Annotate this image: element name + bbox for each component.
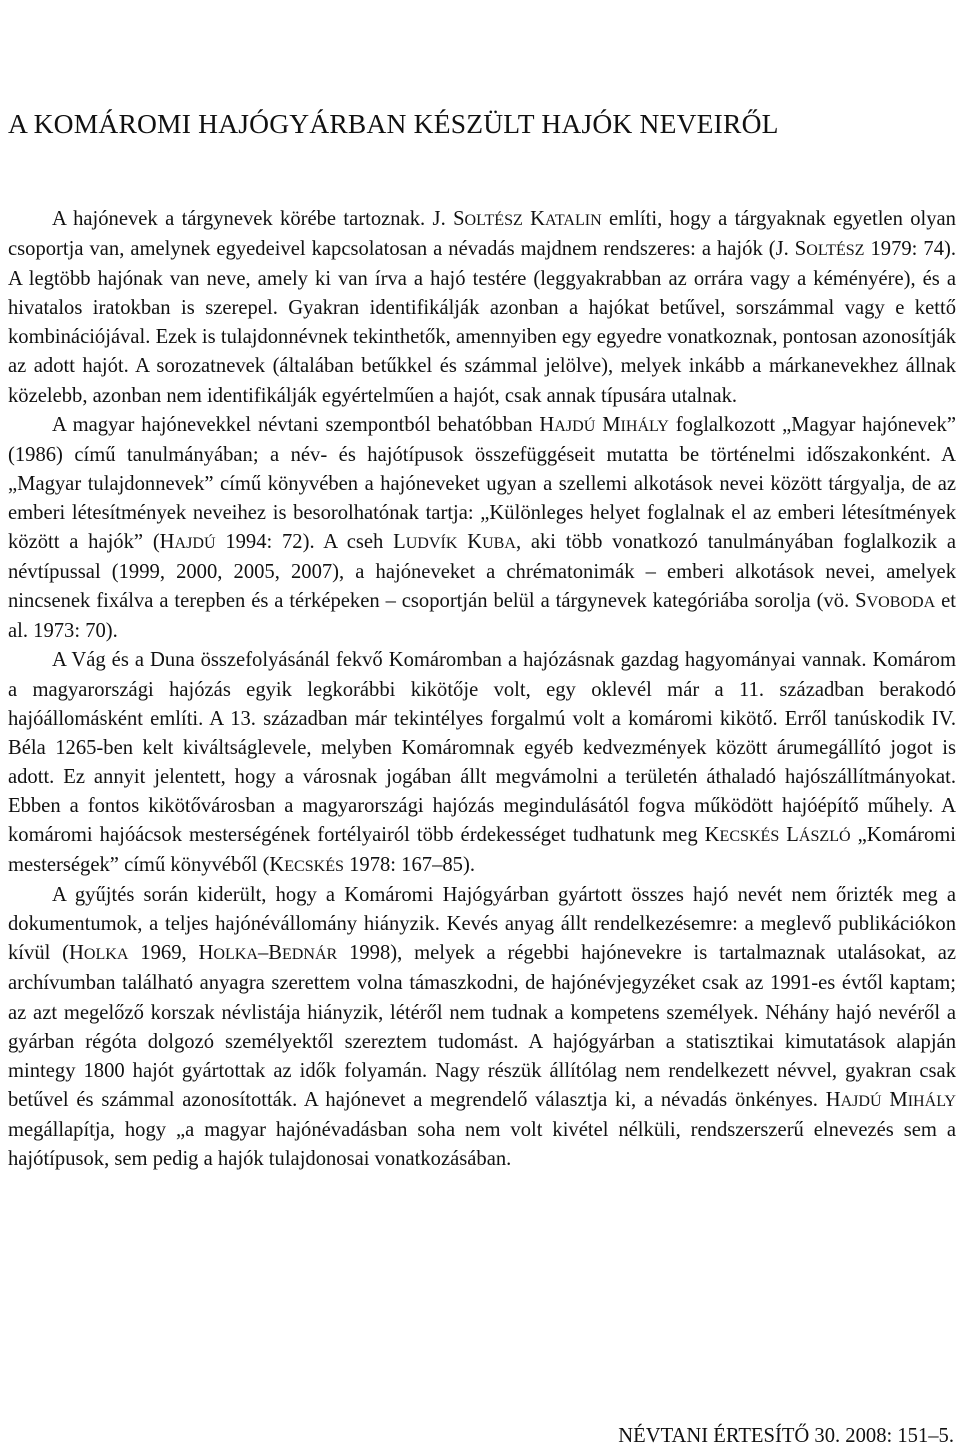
author-name	[705, 824, 780, 846]
author-smallcaps: IHÁLY	[907, 1092, 957, 1110]
author-initial: H	[69, 942, 84, 965]
author-smallcaps: OLTÉSZ	[464, 212, 523, 229]
author-initial: K	[530, 208, 546, 230]
paragraph-4	[8, 881, 956, 1174]
paragraph-3	[8, 646, 956, 881]
journal-citation: NÉVTANI ÉRTESÍTŐ 30. 2008: 151–5.	[618, 1425, 954, 1447]
paragraph-2	[8, 411, 956, 647]
author-smallcaps: EDNÁR	[281, 946, 338, 964]
text-run: 1969,	[128, 942, 199, 965]
author-name	[393, 531, 457, 553]
author-smallcaps: AJDÚ	[554, 417, 596, 435]
author-smallcaps: ECSKÉS	[719, 827, 780, 845]
author-initial: S	[794, 238, 807, 261]
author-smallcaps: AJDÚ	[840, 1092, 882, 1110]
author-name	[826, 1089, 882, 1111]
author-smallcaps: IHÁLY	[620, 417, 669, 435]
author-name	[467, 531, 516, 553]
author-smallcaps: ÁSZLÓ	[798, 827, 851, 845]
author-initial: M	[602, 413, 621, 436]
author-initial: K	[269, 854, 285, 877]
text-run: –	[257, 942, 269, 965]
author-initial: H	[539, 413, 555, 436]
text-run: említi, hogy a tárgyaknak egyetlen olyan csoportja van, amelynek egyedeivel kapcsolatosan a névadás majdnem rendszeres: a hajók (J.	[8, 208, 956, 261]
text-run: 1979: 74). A legtöbb hajónak van neve, amely ki van írva a hajó testére (leggyakrabban az orrára vagy a kéményére), és a hivatalos iratokban is szerepel. Gyakran identifikálják azonban a hajókat betűvel, sorszámmal vagy e kettő kombinációjával. Ezek is tulajdonnévnek tekinthetők, amennyiben egy egyedre vonatkoznak, pontosan azonosítják az adott hajót. A sorozatnevek (általában betűkkel és számmal jelölve), melyek inkább a márkanevekhez állnak közelebb, azonban nem identifikálják egyértelműen a hajót, csak annak típusára utalnak.	[8, 238, 956, 407]
text-run: foglalkozott „Magyar hajónevek” (1986) című tanulmányában; a név- és hajótípusok összefüggéseit mutatta be történelmi időszakonként. A „Magyar tulajdonnevek” című könyvében a hajóneveket ugyan a szellemi alkotások nevei között tárgyalja, de az emberi létesítmények neveihez is besorolhatónak tartja: „Különleges helyet foglalnak el az emberi létesítmények között a hajók” (	[8, 413, 956, 554]
author-name	[602, 414, 669, 436]
author-name	[530, 208, 602, 230]
author-name	[786, 824, 850, 846]
author-name	[160, 531, 216, 553]
author-smallcaps: OLKA	[213, 946, 258, 964]
author-initial: H	[159, 531, 175, 554]
author-initial: H	[825, 1088, 841, 1111]
author-smallcaps: AJDÚ	[174, 535, 216, 553]
author-smallcaps: VOBODA	[866, 594, 936, 612]
text-run: , aki több vonatkozó tanulmányában foglalkozik a névtípussal (1999, 2000, 2005, 2007), a hajóneveket a chrématonimák – emberi alkotások nevei, amelyek nincsenek fixálva a terepben és a térképeken – csoportján belül a tárgynevek kategóriába sorolja (vö.	[8, 531, 956, 613]
author-name	[269, 854, 344, 876]
author-name	[198, 942, 257, 964]
author-initial: L	[393, 531, 406, 554]
text-run: et al. 1973: 70).	[8, 590, 956, 643]
author-initial: S	[855, 590, 867, 613]
author-smallcaps: OLKA	[83, 946, 129, 964]
author-initial: K	[704, 823, 720, 846]
text-run: 1978: 167–85).	[343, 854, 475, 877]
text-run: „Komáromi mesterségek” című könyvéből (	[8, 823, 956, 877]
author-initial: S	[453, 208, 465, 230]
text-run: A hajónevek a tárgynevek körébe tartoznak. J.	[52, 208, 454, 230]
author-smallcaps: ATALIN	[545, 212, 602, 229]
author-initial: H	[198, 942, 214, 965]
paragraph-1	[8, 205, 956, 411]
author-smallcaps: ECSKÉS	[284, 858, 344, 876]
author-initial: M	[889, 1088, 908, 1111]
text-run: A Vág és a Duna összefolyásánál fekvő Komáromban a hajózásnak gazdag hagyományai vannak. Komárom a magyarországi hajózás egyik legkorábbi kikötője volt, egy oklevél már a 11. században berakodó hajóállomásként említi. A 13. században már tekintélyes forgalmú volt a komáromi kikötő. Erről tanúskodik IV. Béla 1265-ben kelt kiváltságlevele, melyben Komáromnak egyéb kedvezmények között árumegállító jogot is adott. Ez annyit jelentett, hogy a városnak jogában állt megvámolni a területén áthaladó hajószállítmányokat. Ebben a fontos kikötővárosban a magyarországi hajózás megindulásától fogva működött hajóépítő műhely. A komáromi hajóácsok mesterségének fortélyairól több érdekességet tudhatunk meg	[8, 649, 956, 846]
author-smallcaps: UBA	[482, 535, 516, 553]
author-name	[69, 942, 128, 964]
author-name	[795, 238, 865, 260]
author-initial: L	[786, 823, 799, 846]
author-smallcaps: UDVÍK	[405, 535, 458, 553]
text-run: A magyar hajónevekkel névtani szempontból behatóbban	[52, 413, 540, 436]
author-name	[453, 208, 523, 230]
text-run: 1994: 72). A cseh	[215, 531, 394, 554]
text-run: A gyűjtés során kiderült, hogy a Komáromi Hajógyárban gyártott összes hajó nevét nem őrizték meg a dokumentumok, a teljes hajónévállomány hiányzik. Kevés anyag állt rendelkezésemre: a meglevő publikációkon kívül (	[8, 884, 956, 965]
author-name	[268, 942, 337, 964]
author-name	[889, 1089, 956, 1111]
author-name	[539, 414, 595, 436]
author-smallcaps: OLTÉSZ	[806, 242, 865, 260]
author-initial: B	[268, 942, 282, 965]
article-title: A KOMÁROMI HAJÓGYÁRBAN KÉSZÜLT HAJÓK NEVEIRŐL	[8, 108, 779, 139]
author-name	[855, 590, 935, 612]
text-run: 1998), melyek a régebbi hajónevekre is tartalmaznak utalásokat, az archívumban található anyagra szerettem volna támaszkodni, de hajónévjegyzéket csak az 1991-es évtől kaptam; az azt megelőző korszak névlistája hiányzik, létéről nem tudnak a kompetens személyek. Néhány hajó nevéről a gyárban régóta dolgozó személyektől szereztem tudomást. A hajógyárban a statisztikai kimutatások alapján mintegy 1800 hajót gyártottak az idők folyamán. Nagy részük állítólag nem rendelkezett névvel, gyakran csak betűvel és számmal azonosították. A hajónevet a megrendelő választja ki, a névadás önkényes.	[8, 942, 957, 1111]
text-run: megállapítja, hogy „a magyar hajónévadásban soha nem volt kivétel nélküli, rendszerszerű elnevezés sem a hajótípusok, sem pedig a hajók tulajdonosai vonatkozásában.	[8, 1118, 956, 1170]
article-body	[8, 205, 956, 1174]
author-initial: K	[467, 531, 483, 554]
text-run	[457, 531, 467, 553]
